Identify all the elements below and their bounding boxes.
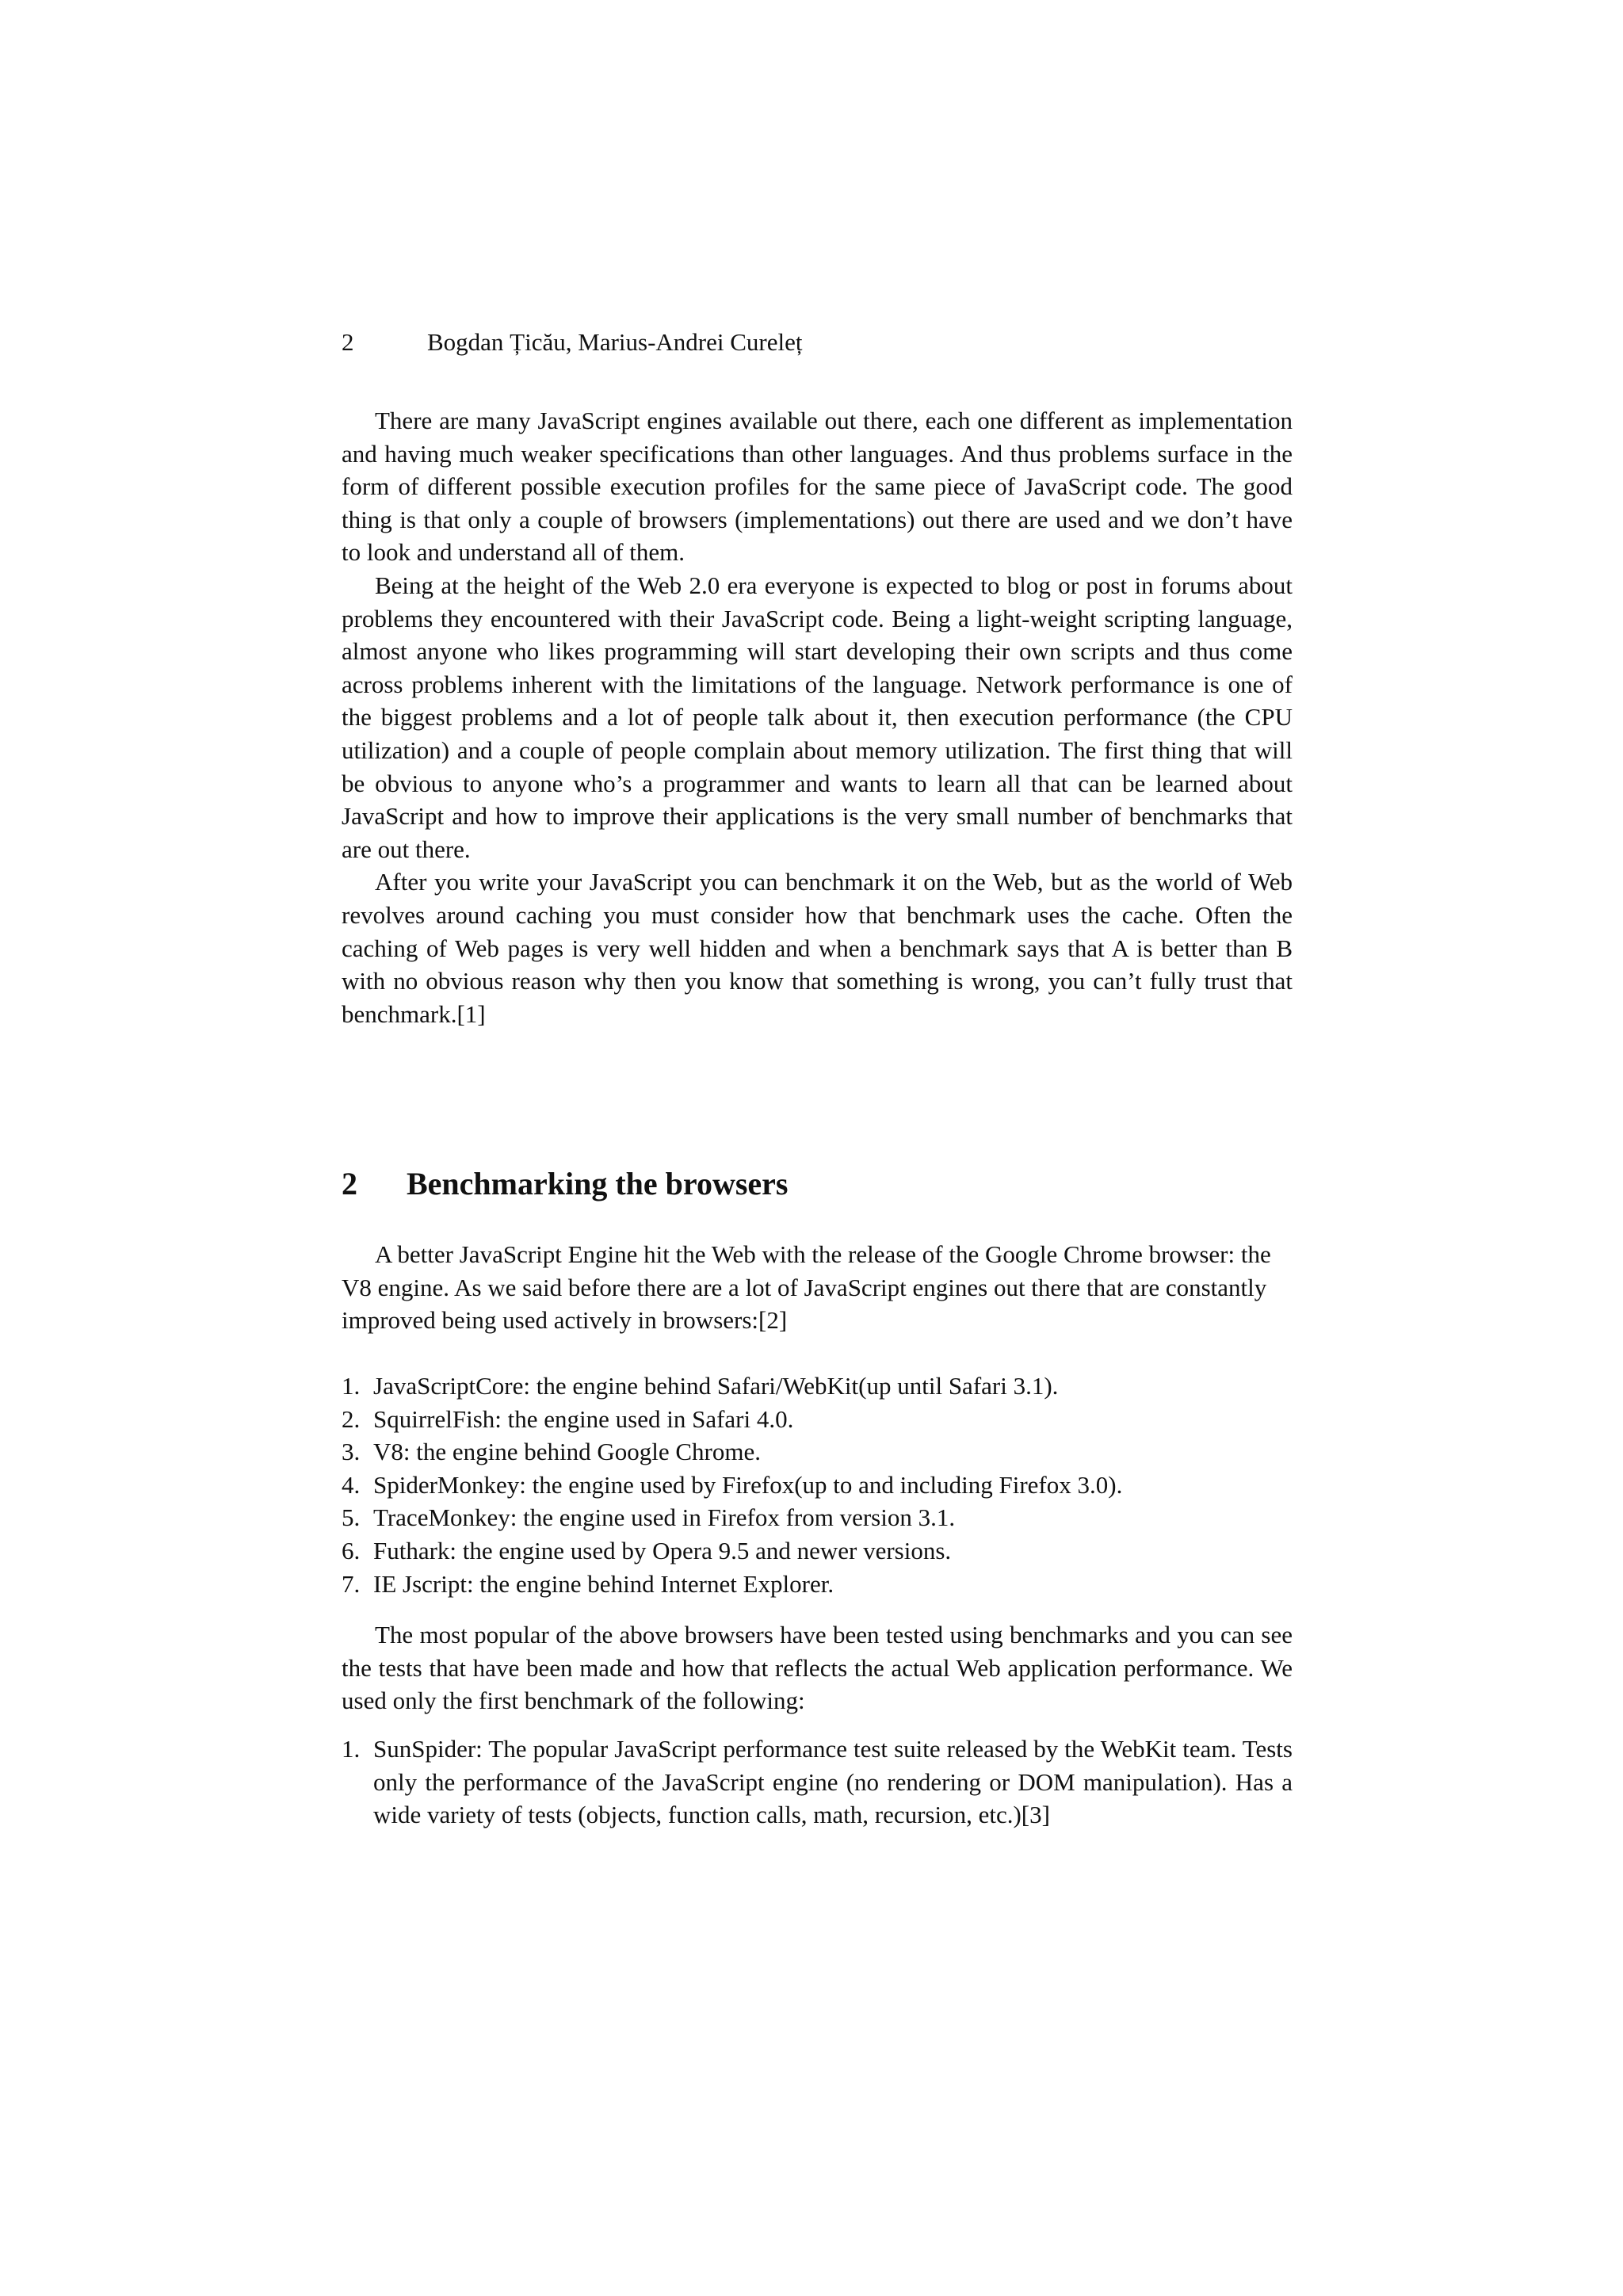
paragraph: Being at the height of the Web 2.0 era everyone is expected to blog or post in forums about problems they encountered with their JavaScript code. Being a light-weight scripting language, almost anyone who likes programming will start developing their own scripts and thus come across problems inherent with the limitations of the language. Network performance is one of the biggest problems and a lot of people talk about it, then execution performance (the CPU utilization) and a couple of people complain about memory utilization. The first thing that will be obvious to anyone who’s a programmer and wants to learn all that can be learned about JavaScript and how to improve their applications is the very small number of benchmarks that are out there. bbox=[342, 571, 1293, 863]
paragraph: The most popular of the above browsers have been tested using benchmarks and you can see the tests that have been made and how that reflects the actual Web application performance. We used only the first benchmark of the following: bbox=[342, 1621, 1293, 1715]
author-names: Bogdan Țicău, Marius-Andrei Cureleț bbox=[427, 328, 803, 356]
engine-list bbox=[342, 1370, 1293, 1600]
engine-list-block bbox=[342, 1370, 1293, 1600]
intro-section bbox=[342, 404, 1293, 1030]
list-marker: 4. bbox=[342, 1470, 361, 1499]
paragraph: There are many JavaScript engines available out there, each one different as implementation and having much weaker specifications than other languages. And thus problems surface in the form of different possible execution profiles for the same piece of JavaScript code. The good thing is that only a couple of browsers (implementations) out there are used and we don’t have to look and understand all of them. bbox=[342, 407, 1293, 567]
section-number: 2 bbox=[342, 1166, 357, 1201]
list-marker: 2. bbox=[342, 1404, 361, 1433]
section-intro-paragraph-block bbox=[342, 1238, 1293, 1337]
list-item bbox=[342, 1501, 1293, 1534]
list-item-text: SquirrelFish: the engine used in Safari 4.0. bbox=[373, 1404, 794, 1433]
list-marker: 3. bbox=[342, 1438, 361, 1466]
list-marker: 6. bbox=[342, 1536, 361, 1564]
paragraph: A better JavaScript Engine hit the Web with the release of the Google Chrome browser: the V8 engine. As we said before there are a lot of JavaScript engines out there that are constantly improved being used actively in browsers:[2] bbox=[342, 1240, 1271, 1335]
list-item bbox=[342, 1469, 1293, 1502]
section-heading bbox=[342, 1163, 1293, 1205]
list-item-text: JavaScriptCore: the engine behind Safari/WebKit(up until Safari 3.1). bbox=[373, 1372, 1059, 1400]
list-item-text: SunSpider: The popular JavaScript performance test suite released by the WebKit team. Tests only the performance of the JavaScript engine (no rendering or DOM manipulation). Has a wide variety of tests (objects, function calls, math, recursion, etc.)[3] bbox=[373, 1735, 1293, 1829]
list-marker: 1. bbox=[342, 1372, 361, 1400]
list-item-text: IE Jscript: the engine behind Internet Explorer. bbox=[373, 1569, 834, 1598]
running-header bbox=[342, 327, 1293, 358]
list-item-text: V8: the engine behind Google Chrome. bbox=[373, 1438, 762, 1466]
list-item bbox=[342, 1435, 1293, 1469]
section-title: Benchmarking the browsers bbox=[407, 1166, 789, 1201]
paragraph: After you write your JavaScript you can benchmark it on the Web, but as the world of Web revolves around caching you must consider how that benchmark uses the cache. Often the caching of Web pages is very well hidden and when a benchmark says that A is better than B with no obvious reason why then you know that something is wrong, you can’t fully trust that benchmark.[1] bbox=[342, 868, 1293, 1028]
list-marker: 7. bbox=[342, 1569, 361, 1598]
benchmark-list-block bbox=[342, 1733, 1293, 1832]
list-item-text: Futhark: the engine used by Opera 9.5 and newer versions. bbox=[373, 1536, 952, 1564]
list-item-text: SpiderMonkey: the engine used by Firefox(up to and including Firefox 3.0). bbox=[373, 1470, 1123, 1499]
page-number: 2 bbox=[342, 328, 354, 356]
list-item bbox=[342, 1733, 1293, 1832]
list-item bbox=[342, 1534, 1293, 1568]
list-item-text: TraceMonkey: the engine used in Firefox from version 3.1. bbox=[373, 1503, 956, 1532]
list-item bbox=[342, 1370, 1293, 1403]
list-item bbox=[342, 1403, 1293, 1436]
list-marker: 5. bbox=[342, 1503, 361, 1532]
benchmark-intro-paragraph-block bbox=[342, 1618, 1293, 1717]
list-marker: 1. bbox=[342, 1735, 361, 1763]
list-item bbox=[342, 1568, 1293, 1601]
benchmark-list bbox=[342, 1733, 1293, 1832]
